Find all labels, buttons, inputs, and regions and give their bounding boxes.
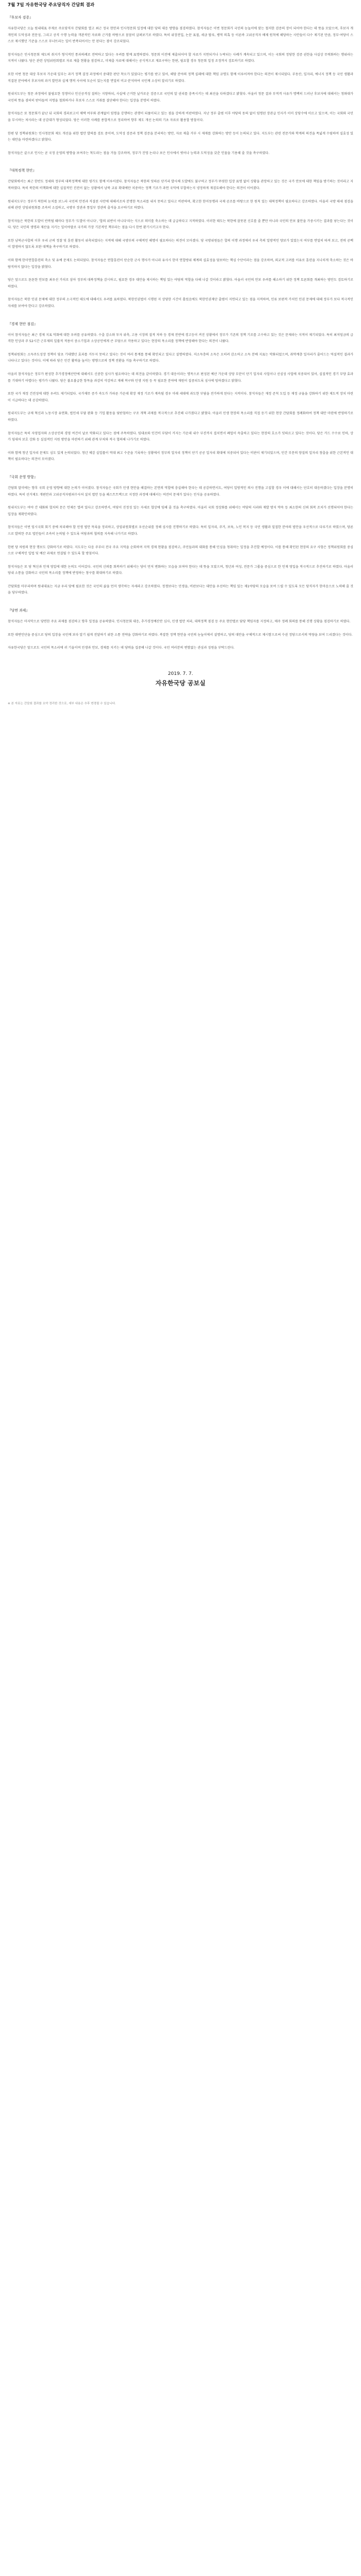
paragraph: 이와 함께 청년 일자리 문제도 심도 있게 논의되었다. 청년 체감 실업률이 역대 최고 수준을 기록하는 상황에서 정부의 일자리 정책이 단기 공공 일자리 확대에 치중되어 있다는 비판이 제기되었으며, 민간 부문의 양질의 일자리 창출을 위한 근본적인 대책이 필요하다는 의견이 모아졌다. — [8, 451, 353, 462]
paragraph: 참석자들은 특히 자영업자와 소상공인의 경영 여건이 날로 악화되고 있다는 점에 주목하였다. 임대료와 인건비 부담이 커지는 가운데 내수 부진까지 겹치면서 폐업이 속출하고 있다는 현장의 호소가 잇따르고 있다는 것이다. 당은 카드 수수료 인하, 상가 임대차 보호 강화 등 실질적인 지원 방안을 마련하기 위해 관계 부처와 적극 협의해 나가기로 하였다. — [8, 431, 353, 442]
paragraph: 또한 대변인단을 중심으로 당의 입장을 국민께 보다 알기 쉽게 전달하기 위한 소통 전략을 강화하기로 하였다. 복잡한 정책 현안을 국민의 눈높이에서 설명하고, 당의 대안을 구체적으로 제시함으로써 수권 정당으로서의 역량을 보여 드리겠다는 것이다. — [8, 633, 353, 637]
document-title: 7월 7일 자유한국당 주요당직자 간담회 결과 — [8, 3, 95, 8]
paragraph: 참석자들은 인사청문회 제도의 취지가 형식적인 통과의례로 전락하고 있다는 우려를 함께 표명하였다. 청문회 이전에 제출되어야 할 자료가 지연되거나 누락되는 사례가 계속되고 있으며, 이는 국회의 정당한 검증 권한을 사실상 무력화하는 행위라는 지적이 나왔다. 당은 관련 상임위원회별로 자료 제출 현황을 점검하고, 미제출 자료에 대해서는 공식적으로 재요구하는 한편, 필요할 경우 청문회 일정 조정까지 검토하기로 하였다. — [8, 53, 353, 63]
paragraph: 원내지도부는 여야 간 대화와 협치의 문은 언제든 열려 있다고 강조하면서, 여당이 진정성 있는 자세로 협상에 임해 줄 것을 촉구하였다. 아울러 국회 정상화를 위해서는 여당의 사과와 재발 방지 약속 등 최소한의 신뢰 회복 조치가 선행되어야 한다는 입장을 재확인하였다. — [8, 506, 353, 516]
section-tasks — [8, 608, 353, 652]
closing-block — [8, 671, 353, 687]
paragraph: 또한 국가 재정 건전성에 대한 우려도 제기되었다. 국가채무 증가 속도가 가파른 가운데 확장 재정 기조가 계속될 경우 미래 세대에 과도한 부담을 전가하게 된다는 지적이다. 참석자들은 재정 준칙 도입 등 재정 규율을 강화하기 위한 제도적 장치 마련이 시급하다는 데 공감하였다. — [8, 392, 353, 402]
paragraph: 참석자들은 마지막으로 당면한 주요 과제를 점검하고 향후 일정을 공유하였다. 인사청문회 대응, 추가경정예산안 심사, 민생 법안 처리, 대북정책 점검 등 주요 현안별로 담당 책임자를 지정하고, 매주 정례 회의를 통해 진행 상황을 점검하기로 하였다. — [8, 620, 351, 624]
section-heading: 『국회 운영 방향』 — [8, 474, 38, 479]
section-heading: 『대북정책 현안』 — [8, 168, 37, 173]
paragraph: 참석자들은 북한 인권 문제에 대한 정부의 소극적인 태도에 대해서도 우려를 표하였다. 북한인권법이 시행된 지 상당한 시간이 흘렀음에도 북한인권재단 출범이 지연되고 있는 점을 지적하며, 인류 보편적 가치인 인권 문제에 대해 정부가 보다 적극적인 자세를 보여야 한다고 강조하였다. — [8, 298, 353, 309]
section-heading: 『경제 현안 점검』 — [8, 321, 38, 326]
paragraph: 참석자들은 끝으로 인사는 곧 국정 운영의 방향을 보여주는 척도라는 점을 거듭 강조하며, 정부가 진영 논리나 보은 인사에서 벗어나 능력과 도덕성을 갖춘 인물을 기용해 줄 것을 촉구하였다. — [8, 151, 270, 155]
section-heading: 『당면 과제』 — [8, 608, 30, 613]
paragraph: 이어 참석자들은 최근 경제 지표 악화에 대한 우려를 공유하였다. 수출 감소와 투자 위축, 고용 시장의 질적 저하 등 경제 전반에 경고등이 켜진 상황에서 정부가 기존의 정책 기조를 고수하고 있는 것은 문제라는 지적이 제기되었다. 특히 최저임금의 급격한 인상과 주 52시간 근무제의 일률적 적용이 중소기업과 소상공인에게 큰 부담으로 작용하고 있다는 현장의 목소리를 정책에 반영해야 한다는 의견이 나왔다. — [8, 333, 353, 344]
paragraph: 간담회를 마무리하며 원내대표는 지금 우리 당에 필요한 것은 국민의 삶을 먼저 생각하는 자세라고 강조하였다. 정쟁보다는 민생을, 비판보다는 대안을 우선하는 책임 있는 제1야당의 모습을 보여 드릴 수 있도록 모든 당직자가 한마음으로 노력해 줄 것을 당부하였다. — [8, 584, 353, 595]
paragraph: 이와 함께 한미연합훈련의 축소 및 유예 문제도 논의되었다. 참석자들은 연합훈련이 단순한 군사 행사가 아니라 유사시 한미 연합방위 체계의 실효성을 담보하는 핵심 수단이라는 점을 강조하며, 외교적 고려를 이유로 훈련을 지나치게 축소하는 것은 바람직하지 않다는 입장을 밝혔다. — [8, 259, 353, 269]
paragraph: 또한 이번 청문 대상 후보자 가운데 일부는 과거 정책 결정 과정에서 중대한 판단 착오가 있었다는 평가를 받고 있어, 해당 분야의 정책 실패에 대한 책임 규명도 함께 이루어져야 한다는 의견이 제시되었다. 부동산, 일자리, 에너지 정책 등 국민 생활과 직결된 분야에서 후보자의 과거 발언과 실제 행적 사이에 모순이 있는지를 면밀히 비교·분석하여 국민께 소상히 알리기로 하였다. — [8, 72, 353, 83]
section-economy — [8, 321, 353, 463]
section-hearing — [8, 15, 353, 157]
section-north-korea-policy — [8, 168, 353, 310]
paragraph: 아울러 참석자들은 정부가 편성한 추가경정예산안에 대해서도 신중한 심사가 필요하다는 데 의견을 같이하였다. 경기 대응이라는 명목으로 편성된 예산 가운데 상당 부분이 단기 일자리 사업이나 선심성 사업에 치중되어 있어, 실질적인 경기 부양 효과를 기대하기 어렵다는 평가가 나왔다. 당은 불요불급한 항목을 과감히 삭감하고 재해 복구와 민생 지원 등 꼭 필요한 분야에 재원이 집중되도록 심사에 임하겠다고 밝혔다. — [8, 372, 353, 383]
paragraph: 간담회에서는 최근 한반도 정세와 정부의 대북정책에 대한 평가도 함께 이루어졌다. 참석자들은 북한의 잇따른 단거리 발사체 도발에도 불구하고 정부가 뚜렷한 입장 표명 없이 상황을 관망하고 있는 것은 국가 안보에 대한 책임을 방기하는 것이라고 지적하였다. 특히 북한의 비핵화에 대한 실질적인 진전이 없는 상황에서 남북 교류 확대에만 치중하는 정책 기조가 과연 국익에 부합하는지 냉정하게 재검토해야 한다는 의견이 이어졌다. — [8, 180, 353, 190]
paragraph: 또한 남북군사합의 이후 우리 군의 정찰 및 훈련 활동이 위축되었다는 지적에 대해 국방부의 구체적인 해명이 필요하다는 의견이 모아졌다. 당 국방위원들은 합의 이행 과정에서 우리 측의 일방적인 양보가 있었는지 여부를 면밀히 따져 보고, 전력 공백이 발생하지 않도록 보완 대책을 촉구하기로 하였다. — [8, 239, 353, 249]
paragraph: 한편 당 정책위원회는 인사청문회 제도 개선을 위한 법안 발의를 검토 중이며, 도덕성 검증과 정책 검증을 분리하는 방안, 자료 제출 거부 시 제재를 강화하는 방안 등이 논의되고 있다. 지도부는 관련 전문가와 학계의 의견을 폭넓게 수렴하여 실효성 있는 대안을 마련하겠다고 밝혔다. — [8, 131, 353, 142]
release-date: 2019. 7. 7. — [168, 671, 193, 676]
paragraph: 원내지도부는 규제 혁신과 노동시장 유연화, 법인세 부담 완화 등 기업 활동을 뒷받침하는 구조 개혁 과제를 적극적으로 추진해 나가겠다고 밝혔다. 아울러 민생 현장의 목소리를 직접 듣기 위한 현장 간담회를 정례화하여 정책 대안 마련에 반영하기로 하였다. — [8, 412, 353, 422]
paragraph: 원내지도부는 청문 과정에서 불필요한 정쟁이나 인신공격성 질의는 지양하되, 사실에 근거한 날카로운 검증으로 국민의 알 권리를 충족시키는 데 최선을 다하겠다고 밝혔다. 아울러 청문 결과 부적격 사유가 명백히 드러난 후보자에 대해서는 청와대가 국민의 뜻을 겸허히 받아들여 지명을 철회하거나 후보자 스스로 거취를 결단해야 한다는 입장을 분명히 하였다. — [8, 92, 353, 103]
paragraph: 당은 앞으로도 튼튼한 안보를 최우선 가치로 삼아 정부의 대북정책을 감시하고, 필요한 경우 대안을 제시하는 책임 있는 야당의 역할을 다해 나갈 것이라고 밝혔다. 아울러 국민의 안보 우려를 해소하기 위한 정책 토론회를 개최하는 방안도 검토하기로 하였다. — [8, 278, 353, 289]
paragraph: 한편 당 차원의 현장 행보도 강화하기로 하였다. 지도부는 다음 주부터 전국 주요 지역을 순회하며 지역 경제 현황을 점검하고, 주민들과의 대화를 통해 민심을 청취하는 일정을 추진할 예정이다. 이를 통해 확인된 현장의 요구 사항은 정책위원회를 중심으로 구체적인 입법 및 예산 과제로 연결될 수 있도록 할 방침이다. — [8, 545, 353, 556]
paragraph: 참석자들은 또 청문회가 끝난 뒤 국회의 경과보고서 채택 여부와 관계없이 임명을 강행하는 관행이 되풀이되고 있는 점을 강하게 비판하였다. 지난 정부 출범 이후 야당의 동의 없이 임명된 장관급 인사가 이미 상당수에 이르고 있으며, 이는 국회와 국민을 무시하는 처사라는 데 공감대가 형성되었다. 당은 이러한 사례를 종합적으로 정리하여 향후 제도 개선 논의의 기초 자료로 활용할 방침이다. — [8, 112, 353, 122]
press-release — [0, 0, 361, 706]
paragraph: 자유한국당은 오늘 원내대표 주재로 주요당직자 간담회를 열고 최근 정국 현안과 인사청문회 일정에 대한 당의 대응 방향을 점검하였다. 참석자들은 이번 청문회가 국민의 눈높이에 맞는 철저한 검증의 장이 되어야 한다는 데 뜻을 모았으며, 후보자 개개인의 도덕성과 전문성, 그리고 공직 수행 능력을 객관적인 자료와 근거를 바탕으로 꼼꼼히 살펴보기로 하였다. 특히 위장전입, 논문 표절, 세금 탈루, 병역 의혹 등 이른바 고위공직자 배제 원칙에 해당하는 사안들이 다수 제기된 만큼, 정부·여당이 스스로 제시했던 기준을 스스로 무너뜨리는 일이 반복되어서는 안 된다는 점이 강조되었다. — [8, 27, 353, 44]
section-assembly-operation — [8, 474, 353, 597]
paragraph: 참석자들은 이번 임시국회 회기 중에 처리해야 할 민생 법안 목록을 정리하고, 상임위원회별로 우선순위를 정해 심사를 진행하기로 하였다. 특히 일자리, 주거, 보육, 노인 복지 등 국민 생활과 밀접한 분야의 법안을 우선적으로 다루기로 하였으며, 당론으로 발의한 주요 법안들이 조속히 논의될 수 있도록 여당과의 협의를 지속해 나가기로 하였다. — [8, 526, 353, 536]
paragraph: 참석자들은 또 당 혁신과 인재 영입에 대한 논의도 이어갔다. 국민의 신뢰를 회복하기 위해서는 당이 먼저 변화하는 모습을 보여야 한다는 데 뜻을 모았으며, 청년과 여성, 전문가 그룹을 중심으로 한 인재 영입을 적극적으로 추진하기로 하였다. 아울러 당내 소통을 강화하고 국민의 목소리를 정책에 반영하는 창구를 확대하기로 하였다. — [8, 565, 353, 575]
paragraph: 정책위원회는 소득주도성장 정책이 당초 기대했던 효과를 거두지 못하고 있다는 것이 여러 통계를 통해 확인되고 있다고 설명하였다. 저소득층의 소득은 오히려 감소하고 소득 분배 지표는 악화되었으며, 취약계층 일자리가 줄어드는 역설적인 결과가 나타나고 있다는 것이다. 이에 따라 당은 민간 활력을 높이는 방향으로의 정책 전환을 거듭 촉구하기로 하였다. — [8, 352, 353, 363]
issuing-organization: 자유한국당 공보실 — [155, 679, 206, 687]
section-heading: 『후보자 검증』 — [8, 15, 33, 20]
paragraph: 간담회 말미에는 향후 국회 운영 방향에 대한 논의가 이어졌다. 참석자들은 국회가 민생 현안을 해결하는 본연의 역할에 충실해야 한다는 데 공감하면서도, 여당이 일방적인 의사 진행을 고집할 경우 이에 대해서는 단호히 대응하겠다는 입장을 분명히 하였다. 특히 선거제도 개편안과 고위공직자범죄수사처 설치 법안 등을 패스트트랙으로 지정한 과정에 대해서는 여전히 문제가 있다는 인식을 공유하였다. — [8, 486, 353, 497]
paragraph: 원내지도부는 정부가 북한의 눈치를 보느라 국민의 안전과 직결된 사안에 대해서조차 분명한 목소리를 내지 못하고 있다고 비판하며, 확고한 한미동맹과 국제 공조를 바탕으로 한 원칙 있는 대북정책이 필요하다고 강조하였다. 아울러 국방 태세 점검을 위해 관련 상임위원회를 조속히 소집하고, 국방부 장관과 통일부 장관의 출석을 요구하기로 하였다. — [8, 199, 353, 210]
paragraph: 참석자들은 북한의 도발이 반복될 때마다 정부가 '도발이 아니다', '합의 위반이 아니다'라는 식으로 의미를 축소하는 데 급급하다고 지적하였다. 이러한 태도는 북한에 잘못된 신호를 줄 뿐만 아니라 국민의 안보 불안을 가중시키는 결과를 낳는다는 것이다. 당은 국민의 생명과 재산을 지키는 일이야말로 국가의 가장 기본적인 책무라는 점을 다시 한번 환기시키고자 한다. — [8, 219, 353, 230]
paragraph: 자유한국당은 앞으로도 국민의 목소리에 귀 기울이며 민생과 안보, 경제를 지키는 데 당력을 집중해 나갈 것이다. 국민 여러분의 변함없는 관심과 성원을 부탁드린다. — [8, 646, 235, 650]
footnote: ※ 본 자료는 간담회 결과를 요약 정리한 것으로, 세부 내용은 추후 변경될 수 있습니다. — [8, 702, 116, 705]
